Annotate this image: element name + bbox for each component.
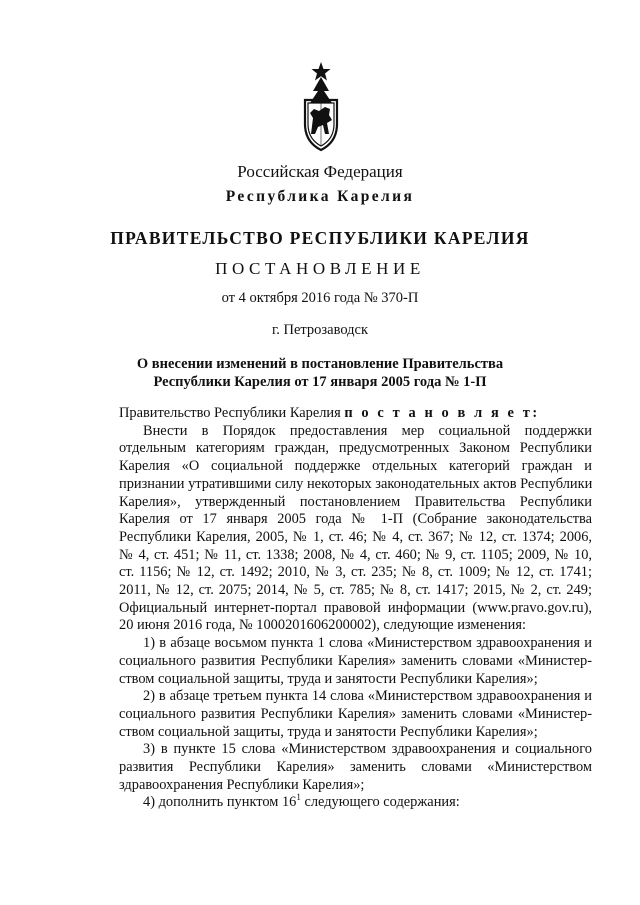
preamble-verb: п о с т а н о в л я е т: — [344, 405, 540, 421]
document-subject — [0, 355, 640, 391]
paragraph-line: 20 июня 2016 года, № 1000201606200002), следующие изменения: — [119, 617, 526, 634]
paragraph-line: Официальный интернет-портал правовой информации (www.pravo.gov.ru), — [119, 599, 592, 616]
paragraph-line: отдельным категориям граждан, предусмотренных Законом Республики — [119, 440, 592, 457]
preamble-text: Правительство Республики Карелия — [119, 405, 345, 421]
item4-prefix: 4) дополнить пунктом 16 — [143, 794, 297, 811]
list-item — [119, 688, 592, 741]
paragraph-line: 2) в абзаце третьем пункта 14 слова «Министерством здравоохранения и — [143, 688, 592, 705]
item4-superscript: 1 — [296, 792, 301, 803]
karelia-coat-of-arms-icon — [296, 62, 346, 152]
paragraph-line: ством социальной защиты, труда и занятости Республики Карелия»; — [119, 670, 538, 687]
paragraph-line: ст. 1156; № 12, ст. 1492; 2010, № 3, ст. 235; № 8, ст. 1009; № 12, ст. 1741; — [119, 564, 592, 581]
paragraph-line: Внести в Порядок предоставления мер социальной поддержки — [143, 422, 592, 439]
paragraph-line: № 4, ст. 451; № 11, ст. 1338; 2008, № 4, ст. 460; № 9, ст. 1105; 2009, № 10, — [119, 546, 592, 563]
paragraph-line: Карелия «О социальной поддержке отдельных категорий граждан и — [119, 458, 592, 475]
list-item — [119, 794, 592, 812]
paragraph-line: 2011, № 12, ст. 2075; 2014, № 5, ст. 785; № 8, ст. 1417; 2015, № 2, ст. 249; — [119, 582, 592, 599]
item4-suffix: следующего содержания: — [300, 794, 460, 811]
document-date-number: от 4 октября 2016 года № 370-П — [221, 290, 419, 306]
paragraph-line: 1) в абзаце восьмом пункта 1 слова «Министерством здравоохранения и — [143, 635, 592, 652]
paragraph-line: развития Республики Карелия» заменить словами «Министерством — [119, 759, 592, 776]
paragraph-line: Республики Карелия, 2005, № 1, ст. 46; № 4, ст. 367; № 12, ст. 1374; 2006, — [119, 528, 592, 545]
paragraph-line: здравоохранения Республики Карелия»; — [119, 776, 365, 793]
subject-line: Республики Карелия от 17 января 2005 года № 1-П — [153, 374, 487, 390]
document-body — [119, 405, 592, 812]
paragraph-line: социального развития Республики Карелия» заменить словами «Министер- — [119, 652, 592, 669]
republic-name: Республика Карелия — [225, 188, 415, 205]
paragraph-line: признании утратившими силу некоторых законодательных актов Республики — [119, 475, 593, 492]
document-type: ПОСТАНОВЛЕНИЕ — [215, 259, 425, 278]
intro-paragraph — [119, 423, 592, 635]
paragraph-line: ством социальной защиты, труда и занятости Республики Карелия»; — [119, 723, 538, 740]
paragraph-line: Карелия от 17 января 2005 года № 1-П (Собрание законодательства — [119, 511, 592, 528]
document-city: г. Петрозаводск — [271, 322, 369, 338]
government-title: ПРАВИТЕЛЬСТВО РЕСПУБЛИКИ КАРЕЛИЯ — [110, 228, 530, 248]
subject-line: О внесении изменений в постановление Правительства — [136, 356, 504, 372]
paragraph-line: социального развития Республики Карелия» заменить словами «Министер- — [119, 705, 592, 722]
list-item — [119, 741, 592, 794]
preamble — [119, 405, 592, 423]
list-item — [119, 635, 592, 688]
paragraph-line: Карелия», утвержденный постановлением Правительства Республики — [119, 493, 592, 510]
paragraph-line: 3) в пункте 15 слова «Министерством здравоохранения и социального — [143, 741, 592, 758]
country-name: Российская Федерация — [237, 162, 403, 181]
